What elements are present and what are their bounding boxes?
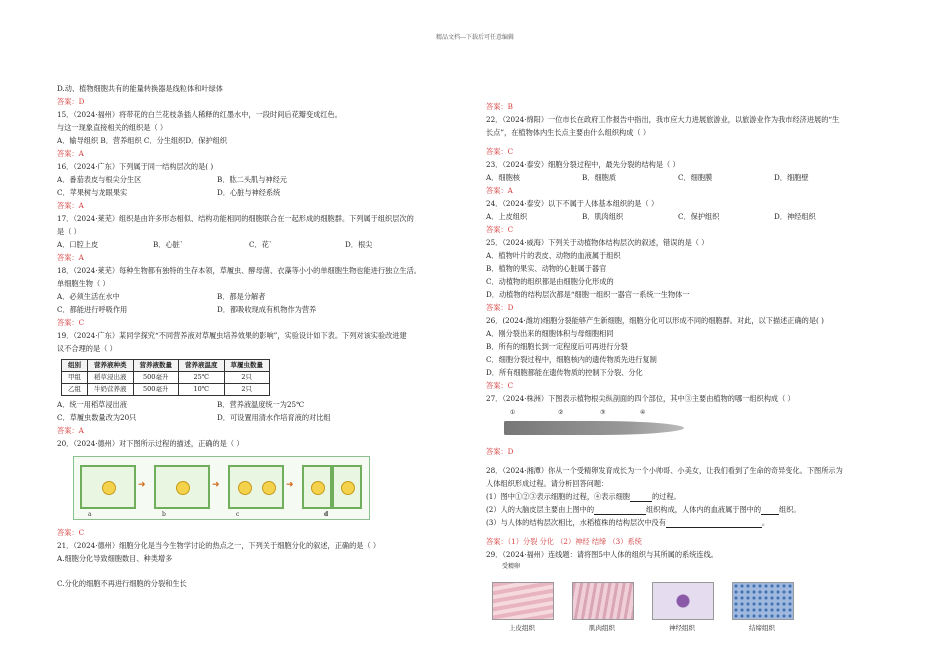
q18-stem: 18．（2024·莱芜）每种生物都有独特的生存本领，草履虫、酵母菌、衣藻等小小的单细胞生物也能进行独立生活。 (57, 266, 421, 275)
q19-experiment-table (61, 359, 270, 396)
q23-option-d: D．细胞壁 (774, 173, 809, 182)
q22-stem-cont: 长点”，在植物体内生长点主要由什么组织构成（ ） (486, 128, 651, 137)
q19-options-row2 (57, 413, 477, 426)
q28-part1: (1）图中①②③表示细胞的过程，④表示细胞 的过程。 (486, 492, 681, 501)
q28-answer: 答案：（1）分裂 分化 （2）神经 结缔 （3）系统 (486, 537, 642, 546)
q18-options-row1 (57, 292, 477, 305)
q19-option-a: A．统一用稻草浸出液 (57, 400, 127, 409)
table-row (62, 384, 270, 396)
q16-stem: 16．（2024·广东）下列属于同一结构层次的是( ) (57, 162, 214, 171)
tissue-image (732, 582, 794, 620)
table-header: 营养液温度 (179, 360, 225, 372)
q18-option-a: A．必须生活在水中 (57, 292, 120, 301)
tissue-nerve: 神经组织 (652, 582, 712, 632)
q29-stem: 29．（2024·福州）连线题：请将图5中人体的组织与其所属的系统连线。 (486, 550, 718, 559)
q17-options (57, 240, 477, 253)
q27-stem: 27．（2024·株洲）下图表示植物根尖纵剖面的四个部位，其中③主要由植物的哪一组织构成（ ） (486, 394, 795, 403)
tissue-image (652, 582, 714, 620)
q18-option-c: C．都能进行呼吸作用 (57, 305, 128, 314)
table-cell: 2只 (224, 372, 270, 384)
q17-answer: 答案：A (57, 253, 84, 262)
root-label-1: ① (510, 409, 516, 416)
q18-option-b: B．都是分解者 (217, 292, 266, 301)
q15-stem-cont: 与这一现象直接相关的组织是（ ） (57, 123, 168, 132)
q14-option-d: D.动、植物细胞共有的能量转换器是线粒体和叶绿体 (57, 84, 223, 93)
q16-option-c: C．苹果树与龙眼果实 (57, 188, 128, 197)
table-cell: 牛奶营养液 (88, 384, 134, 396)
nucleus (262, 481, 276, 495)
table-cell: 500毫升 (133, 384, 179, 396)
figure-label-b: b (162, 510, 166, 518)
page-header: 精品文档---下载后可任意编辑 (435, 34, 515, 41)
table-cell: 2只 (224, 384, 270, 396)
q17-option-b: B．心脏` (153, 240, 184, 249)
table-cell: 10℃ (179, 384, 225, 396)
root-label-4: ④ (640, 409, 646, 416)
q16-options-row1 (57, 175, 477, 188)
q16-option-a: A．番茄表皮与根尖分生区 (57, 175, 142, 184)
table-cell: 甲组 (62, 372, 88, 384)
arrow-icon: ➜ (138, 480, 146, 490)
q25-option-b: B．植物的果实、动物的心脏属于器官 (486, 264, 607, 273)
q19-option-d: D．可设置用清水作培育液的对比组 (217, 413, 331, 422)
q17-stem: 17．（2024·莱芜）组织是由许多形态相似、结构功能相同的细胞联合在一起形成的细胞群。下列属于组织层次的 (57, 214, 414, 223)
q23-options (486, 173, 896, 186)
q28-part2: (2）人的大脑皮层主要由上图中的 组织构成，人体内的血液属于图中的 组织。 (486, 505, 801, 514)
table-cell: 乙组 (62, 384, 88, 396)
table-header: 草履虫数量 (224, 360, 270, 372)
table-row (62, 372, 270, 384)
q23-option-c: C．细胞膜 (678, 173, 713, 182)
nucleus (238, 481, 252, 495)
q21-answer: 答案：B (486, 102, 513, 111)
answer-blank (761, 505, 779, 515)
q17-option-c: C．花` (249, 240, 273, 249)
q24-option-c: C．保护组织 (678, 212, 720, 221)
q15-stem: 15．（2024·福州）将带花的白兰花枝条插人稀释的红墨水中，一段时间后花瓣变成红色。 (57, 110, 342, 119)
q24-answer: 答案：C (486, 225, 514, 234)
cell-b (154, 465, 210, 509)
cell-c (228, 465, 284, 509)
q19-options-row1 (57, 400, 477, 413)
q21-option-a: A.细胞分化导致细胞数目、种类增多 (57, 554, 173, 563)
q26-option-b: B．所有的细胞长到一定程度后可再进行分裂 (486, 342, 628, 351)
q18-stem-cont: 单细胞生物（ ） (57, 279, 110, 288)
q19-option-b: B．营养液温度统一为25℃ (217, 400, 305, 409)
q20-stem: 20．（2024·德州）对下图所示过程的描述，正确的是（ ） (57, 439, 244, 448)
q25-option-d: D．动植物的结构层次都是“细胞一组织一器官一系统一生物体一 (486, 290, 690, 299)
q18-answer: 答案：C (57, 318, 85, 327)
q24-option-b: B．肌肉组织 (582, 212, 624, 221)
answer-blank (666, 518, 762, 528)
cell-d-left (302, 465, 332, 509)
nucleus (311, 481, 325, 495)
nucleus (341, 481, 355, 495)
figure-label-c: c (236, 510, 240, 518)
q25-option-c: C．动植物的组织都是由细胞分化形成的 (486, 277, 614, 286)
q24-stem: 24．（2024·泰安）以下不属于人体基本组织的是（ ） (486, 199, 659, 208)
q26-option-d: D．所有细胞都能在遗传物质的控制下分裂、分化 (486, 368, 643, 377)
tissue-image (492, 582, 554, 620)
q25-option-a: A．植物叶片的表皮、动物的血液属于组织 (486, 251, 621, 260)
figure-label-d: d (324, 510, 329, 518)
q16-options-row2 (57, 188, 477, 201)
q29-egg-label: 受精卵 (502, 563, 521, 570)
tissue-connective: 结缔组织 (732, 582, 792, 632)
q26-stem: 26．(2024·潍坊)细胞分裂能够产生新细胞，细胞分化可以形成不同的细胞群。对此，以下描述正确的是( ) (486, 316, 824, 325)
q17-stem-cont: 是（ ） (57, 227, 81, 236)
table-cell: 稻草浸出液 (88, 372, 134, 384)
right-column (486, 102, 896, 632)
figure-label-a: a (88, 510, 92, 518)
q21-stem: 21．（2024·德州）细胞分化是当今生物学讨论的热点之一，下列关于细胞分化的叙述，正确的是（ ） (57, 541, 381, 550)
q23-option-a: A．细胞核 (486, 173, 520, 182)
q26-option-c: C．细胞分裂过程中，细胞核内的遗传物质先进行复制 (486, 355, 657, 364)
q14-answer: 答案：D (57, 97, 85, 106)
q26-answer: 答案：C (486, 381, 514, 390)
arrow-icon: ➜ (286, 480, 294, 490)
q15-options: A．输导组织 B．营养组织 C．分生组织D．保护组织 (57, 136, 228, 145)
q29-tissue-images (492, 582, 896, 632)
q28-stem: 28．（2024·湘潭）你从一个受精卵发育成长为一个小帅哥、小美女，让我们看到了生命的奇异变化。下图所示为 (486, 466, 843, 475)
nucleus (176, 481, 190, 495)
q27-root-tip-figure (500, 409, 700, 443)
q19-option-c: C．草履虫数量改为20只 (57, 413, 137, 422)
q25-stem: 25．（2024·威海）下列关于动植物体结构层次的叙述，错误的是（ ） (486, 238, 709, 247)
q26-option-a: A．刚分裂出来的细胞体积与母细胞相同 (486, 329, 614, 338)
q22-answer: 答案：C (486, 147, 514, 156)
q22-stem: 22．（2024·绵阳）一位市长在政府工作报告中指出，我市应大力进展旅游业，以旅游业作为我市经济进展的“生 (486, 115, 840, 124)
q15-answer: 答案：A (57, 149, 84, 158)
cell-d-right (332, 465, 362, 509)
q16-option-b: B．肱二头肌与神经元 (217, 175, 287, 184)
q23-stem: 23．（2024·泰安）细胞分裂过程中，最先分裂的结构是（ ） (486, 160, 680, 169)
q20-answer: 答案：C (57, 528, 85, 537)
tissue-muscle: 肌肉组织 (572, 582, 632, 632)
q18-option-d: D．都吸收现成有机物作为营养 (217, 305, 317, 314)
answer-blank (594, 505, 646, 515)
q19-answer: 答案：A (57, 426, 84, 435)
q28-part3: (3）与人体的结构层次相比，水稻植株的结构层次中没有 。 (486, 518, 770, 527)
q18-options-row2 (57, 305, 477, 318)
root-tip-image (504, 421, 684, 435)
q24-option-a: A．上皮组织 (486, 212, 528, 221)
tissue-epithelial: 上皮组织 (492, 582, 552, 632)
left-column (57, 84, 477, 592)
q16-answer: 答案：A (57, 201, 84, 210)
nucleus (102, 481, 116, 495)
table-cell: 25℃ (179, 372, 225, 384)
q23-option-b: B．细胞质 (582, 173, 617, 182)
q20-cell-division-figure (73, 456, 370, 520)
answer-blank (630, 492, 652, 502)
tissue-image (572, 582, 634, 620)
q28-stem-cont: 人体组织形成过程。请分析回答问题： (486, 479, 609, 488)
q17-option-d: D．根尖 (345, 240, 373, 249)
q23-answer: 答案：A (486, 186, 513, 195)
q16-option-d: D．心脏与神经系统 (217, 188, 281, 197)
q19-stem-cont: 议不合理的是（ ） (57, 344, 117, 353)
q19-stem: 19．（2024·广东）某同学探究“不同营养液对草履虫培养效果的影响”，实验设计如下表。下列对该实验改进建 (57, 331, 407, 340)
table-header: 组别 (62, 360, 88, 372)
q17-option-a: A．口腔上皮 (57, 240, 99, 249)
q25-answer: 答案：D (486, 303, 514, 312)
table-header-row (62, 360, 270, 372)
q24-option-d: D．神经组织 (774, 212, 816, 221)
table-cell: 500毫升 (133, 372, 179, 384)
root-label-3: ③ (600, 409, 606, 416)
q24-options (486, 212, 896, 225)
table-header: 营养液种类 (88, 360, 134, 372)
q21-option-c: C.分化的细胞不再进行细胞的分裂和生长 (57, 579, 187, 588)
root-label-2: ② (558, 409, 564, 416)
cell-a (80, 465, 136, 509)
arrow-icon: ➜ (212, 480, 220, 490)
table-header: 营养液数量 (133, 360, 179, 372)
q27-answer: 答案：D (486, 447, 514, 456)
